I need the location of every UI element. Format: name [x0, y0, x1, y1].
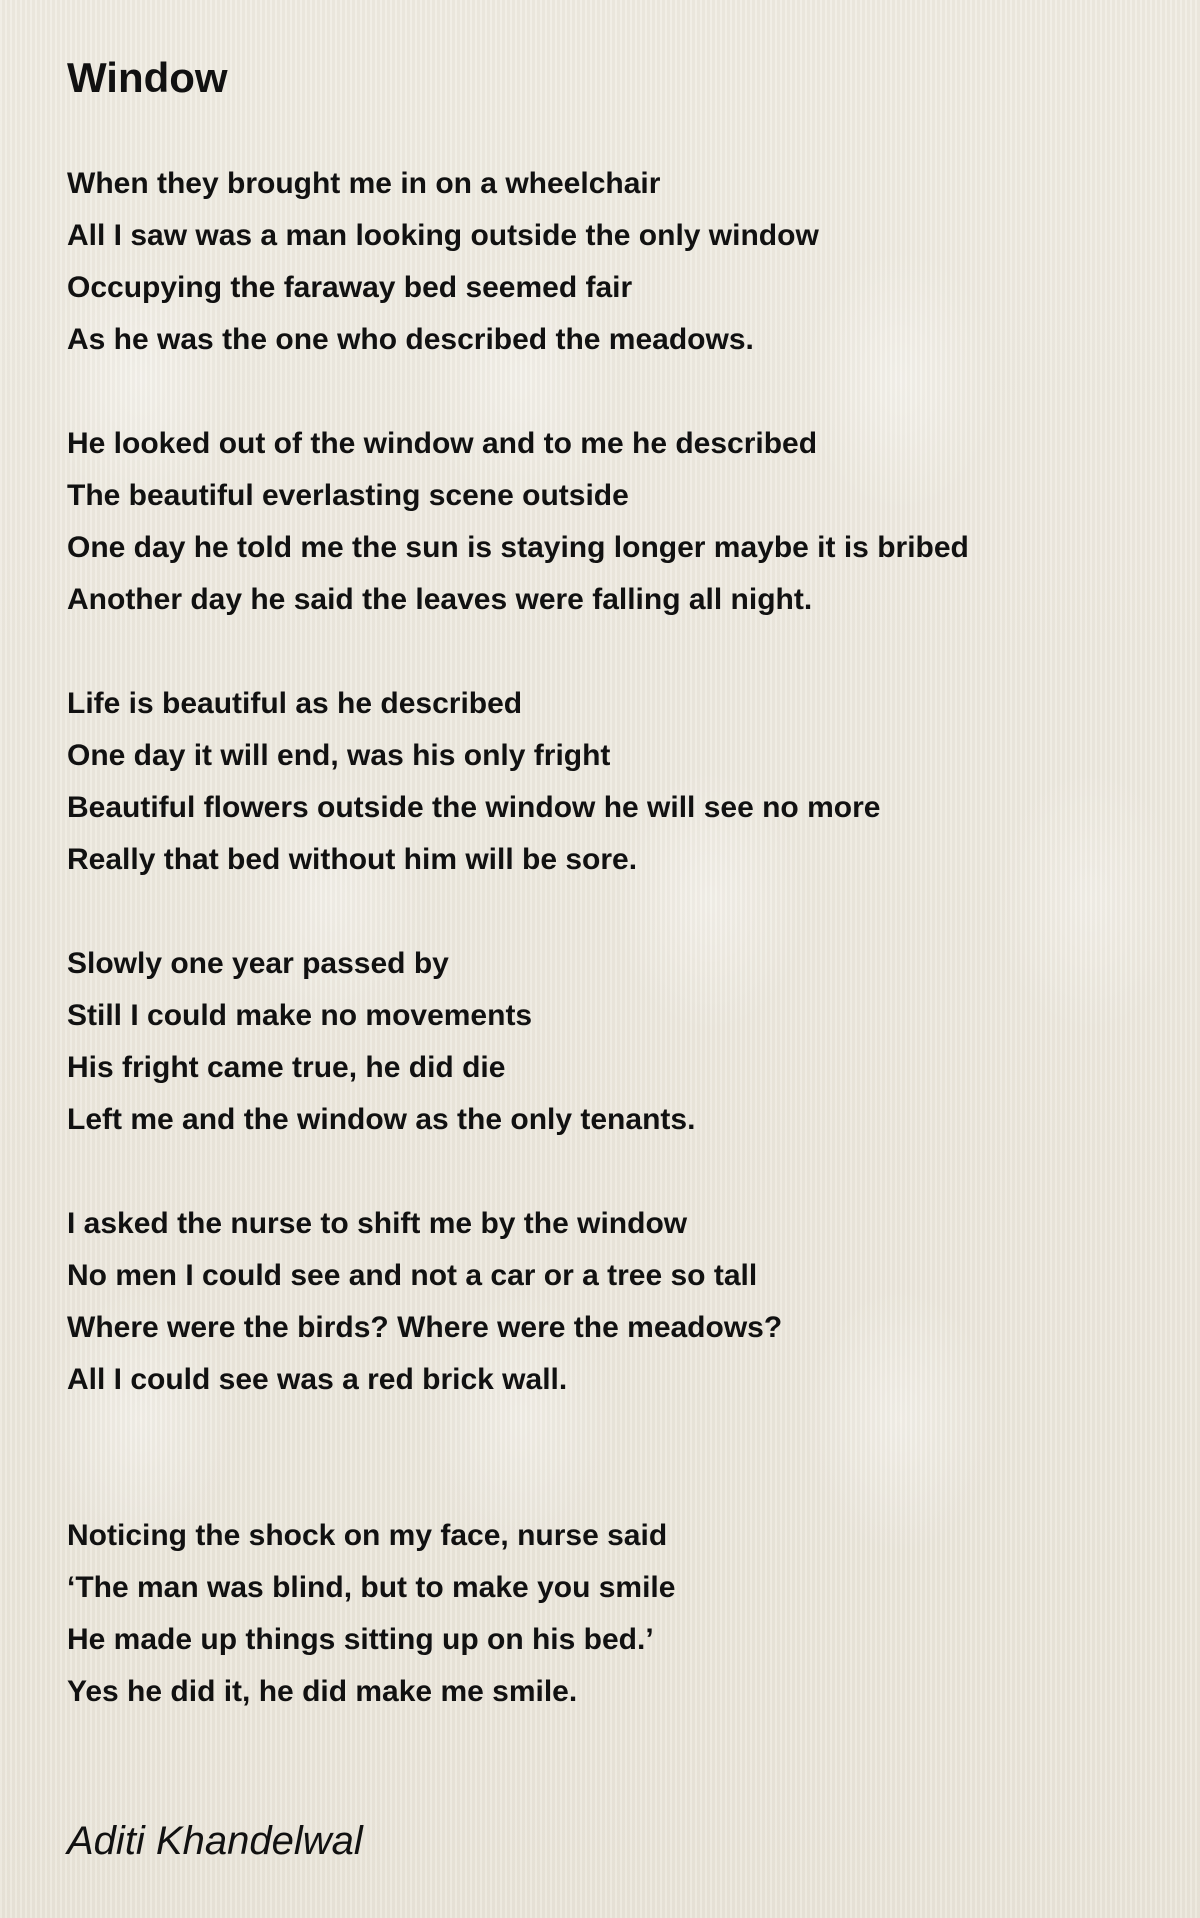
poem-title: Window [67, 54, 228, 101]
poem-line: Yes he did it, he did make me smile. [67, 1675, 578, 1708]
poem-line: Still I could make no movements [67, 999, 533, 1032]
poem-line: One day he told me the sun is staying longer maybe it is bribed [67, 531, 969, 564]
poem-line: Where were the birds? Where were the meadows? [67, 1311, 783, 1344]
poem-line: Really that bed without him will be sore. [67, 843, 638, 876]
poem-line: Beautiful flowers outside the window he will see no more [67, 791, 881, 824]
poem-line: Occupying the faraway bed seemed fair [67, 271, 633, 304]
poem-body [67, 158, 1167, 1718]
poem-line: No men I could see and not a car or a tree so tall [67, 1259, 758, 1292]
poem-line: Noticing the shock on my face, nurse said [67, 1519, 668, 1552]
poem-line: Another day he said the leaves were falling all night. [67, 583, 813, 616]
poem-line: ‘The man was blind, but to make you smile [67, 1571, 676, 1604]
stanza-3 [67, 678, 1167, 886]
poem-line: All I saw was a man looking outside the only window [67, 219, 819, 252]
poem-line: He looked out of the window and to me he described [67, 427, 818, 460]
stanza-2 [67, 418, 1167, 626]
stanza-6 [67, 1510, 1167, 1718]
stanza-1 [67, 158, 1167, 366]
stanza-5 [67, 1198, 1167, 1406]
poem-line: Slowly one year passed by [67, 947, 449, 980]
poem-container [67, 50, 1167, 1770]
poem-line: When they brought me in on a wheelchair [67, 167, 661, 200]
poem-line: Left me and the window as the only tenants. [67, 1103, 696, 1136]
poem-line: I asked the nurse to shift me by the window [67, 1207, 688, 1240]
poem-line: One day it will end, was his only fright [67, 739, 611, 772]
stanza-4 [67, 938, 1167, 1146]
poem-line: As he was the one who described the meadows. [67, 323, 754, 356]
poem-line: All I could see was a red brick wall. [67, 1363, 568, 1396]
poem-author: Aditi Khandelwal [67, 1819, 363, 1863]
poem-line: The beautiful everlasting scene outside [67, 479, 629, 512]
poem-line: He made up things sitting up on his bed.’ [67, 1623, 654, 1656]
poem-line: Life is beautiful as he described [67, 687, 523, 720]
poem-line: His fright came true, he did die [67, 1051, 506, 1084]
